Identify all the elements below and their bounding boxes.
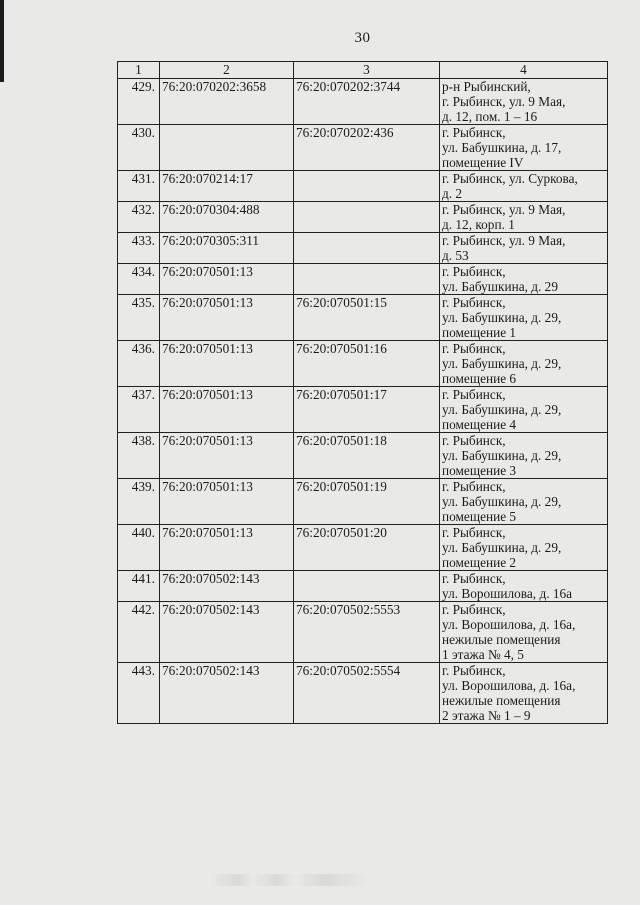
address-cell: г. Рыбинск, ул. Бабушкина, д. 17, помещение IV bbox=[440, 125, 608, 171]
address-cell: г. Рыбинск, ул. Бабушкина, д. 29, помещение 4 bbox=[440, 387, 608, 433]
address-cell: р-н Рыбинский, г. Рыбинск, ул. 9 Мая, д. 12, пом. 1 – 16 bbox=[440, 79, 608, 125]
row-number: 441. bbox=[118, 571, 160, 602]
cadastral-number-col-3: 76:20:070502:5553 bbox=[294, 602, 440, 663]
address-cell: г. Рыбинск, ул. Бабушкина, д. 29, помещение 6 bbox=[440, 341, 608, 387]
column-header-1: 1 bbox=[118, 62, 160, 79]
cadastral-number-col-3: 76:20:070501:16 bbox=[294, 341, 440, 387]
address-cell: г. Рыбинск, ул. Бабушкина, д. 29 bbox=[440, 264, 608, 295]
table-row bbox=[118, 202, 608, 233]
cadastral-number-col-3: 76:20:070502:5554 bbox=[294, 663, 440, 724]
table-row bbox=[118, 233, 608, 264]
cadastral-number-col-3 bbox=[294, 233, 440, 264]
address-cell: г. Рыбинск, ул. Бабушкина, д. 29, помещение 5 bbox=[440, 479, 608, 525]
row-number: 431. bbox=[118, 171, 160, 202]
cadastral-number-col-3 bbox=[294, 171, 440, 202]
cadastral-number-col-3: 76:20:070501:20 bbox=[294, 525, 440, 571]
column-header-4: 4 bbox=[440, 62, 608, 79]
table-row bbox=[118, 433, 608, 479]
cadastral-number-col-2: 76:20:070501:13 bbox=[160, 295, 294, 341]
address-cell: г. Рыбинск, ул. Бабушкина, д. 29, помещение 2 bbox=[440, 525, 608, 571]
cadastral-number-col-3: 76:20:070202:3744 bbox=[294, 79, 440, 125]
table-row bbox=[118, 295, 608, 341]
row-number: 435. bbox=[118, 295, 160, 341]
cadastral-number-col-2 bbox=[160, 125, 294, 171]
address-cell: г. Рыбинск, ул. Бабушкина, д. 29, помещение 3 bbox=[440, 433, 608, 479]
table-row bbox=[118, 341, 608, 387]
row-number: 436. bbox=[118, 341, 160, 387]
column-header-2: 2 bbox=[160, 62, 294, 79]
address-cell: г. Рыбинск, ул. Ворошилова, д. 16а, нежилые помещения 1 этажа № 4, 5 bbox=[440, 602, 608, 663]
table-body bbox=[118, 79, 608, 724]
column-header-3: 3 bbox=[294, 62, 440, 79]
cadastral-number-col-2: 76:20:070305:311 bbox=[160, 233, 294, 264]
row-number: 438. bbox=[118, 433, 160, 479]
address-cell: г. Рыбинск, ул. Ворошилова, д. 16а bbox=[440, 571, 608, 602]
cadastral-number-col-3 bbox=[294, 571, 440, 602]
cadastral-number-col-2: 76:20:070502:143 bbox=[160, 663, 294, 724]
address-cell: г. Рыбинск, ул. Бабушкина, д. 29, помещение 1 bbox=[440, 295, 608, 341]
cadastral-number-col-2: 76:20:070502:143 bbox=[160, 571, 294, 602]
table-row bbox=[118, 525, 608, 571]
cadastral-number-col-2: 76:20:070304:488 bbox=[160, 202, 294, 233]
table-row bbox=[118, 571, 608, 602]
cadastral-number-col-2: 76:20:070501:13 bbox=[160, 525, 294, 571]
address-cell: г. Рыбинск, ул. 9 Мая, д. 53 bbox=[440, 233, 608, 264]
cadastral-number-col-2: 76:20:070501:13 bbox=[160, 433, 294, 479]
cadastral-number-col-2: 76:20:070502:143 bbox=[160, 602, 294, 663]
table-row bbox=[118, 602, 608, 663]
row-number: 430. bbox=[118, 125, 160, 171]
address-cell: г. Рыбинск, ул. 9 Мая, д. 12, корп. 1 bbox=[440, 202, 608, 233]
cadastral-number-col-2: 76:20:070214:17 bbox=[160, 171, 294, 202]
cadastral-number-col-2: 76:20:070501:13 bbox=[160, 264, 294, 295]
row-number: 440. bbox=[118, 525, 160, 571]
row-number: 433. bbox=[118, 233, 160, 264]
table-row bbox=[118, 171, 608, 202]
table-row bbox=[118, 387, 608, 433]
row-number: 429. bbox=[118, 79, 160, 125]
row-number: 443. bbox=[118, 663, 160, 724]
table-row bbox=[118, 79, 608, 125]
cadastral-number-col-3 bbox=[294, 264, 440, 295]
cadastral-number-col-2: 76:20:070501:13 bbox=[160, 341, 294, 387]
address-cell: г. Рыбинск, ул. Ворошилова, д. 16а, нежилые помещения 2 этажа № 1 – 9 bbox=[440, 663, 608, 724]
table-row bbox=[118, 663, 608, 724]
row-number: 442. bbox=[118, 602, 160, 663]
cadastral-number-col-2: 76:20:070202:3658 bbox=[160, 79, 294, 125]
table-row bbox=[118, 125, 608, 171]
cadastral-number-col-3: 76:20:070501:19 bbox=[294, 479, 440, 525]
scan-artifact bbox=[210, 874, 370, 886]
cadastral-number-col-3: 76:20:070501:15 bbox=[294, 295, 440, 341]
row-number: 439. bbox=[118, 479, 160, 525]
row-number: 432. bbox=[118, 202, 160, 233]
cadastral-number-col-2: 76:20:070501:13 bbox=[160, 479, 294, 525]
row-number: 434. bbox=[118, 264, 160, 295]
address-cell: г. Рыбинск, ул. Суркова, д. 2 bbox=[440, 171, 608, 202]
cadastral-number-col-3 bbox=[294, 202, 440, 233]
page-number: 30 bbox=[354, 30, 371, 46]
table-row bbox=[118, 479, 608, 525]
cadastral-number-col-3: 76:20:070202:436 bbox=[294, 125, 440, 171]
cadastral-number-col-2: 76:20:070501:13 bbox=[160, 387, 294, 433]
row-number: 437. bbox=[118, 387, 160, 433]
table-header-row bbox=[118, 62, 608, 79]
cadastral-number-col-3: 76:20:070501:17 bbox=[294, 387, 440, 433]
cadastral-number-col-3: 76:20:070501:18 bbox=[294, 433, 440, 479]
registry-table bbox=[117, 61, 608, 724]
table-row bbox=[118, 264, 608, 295]
